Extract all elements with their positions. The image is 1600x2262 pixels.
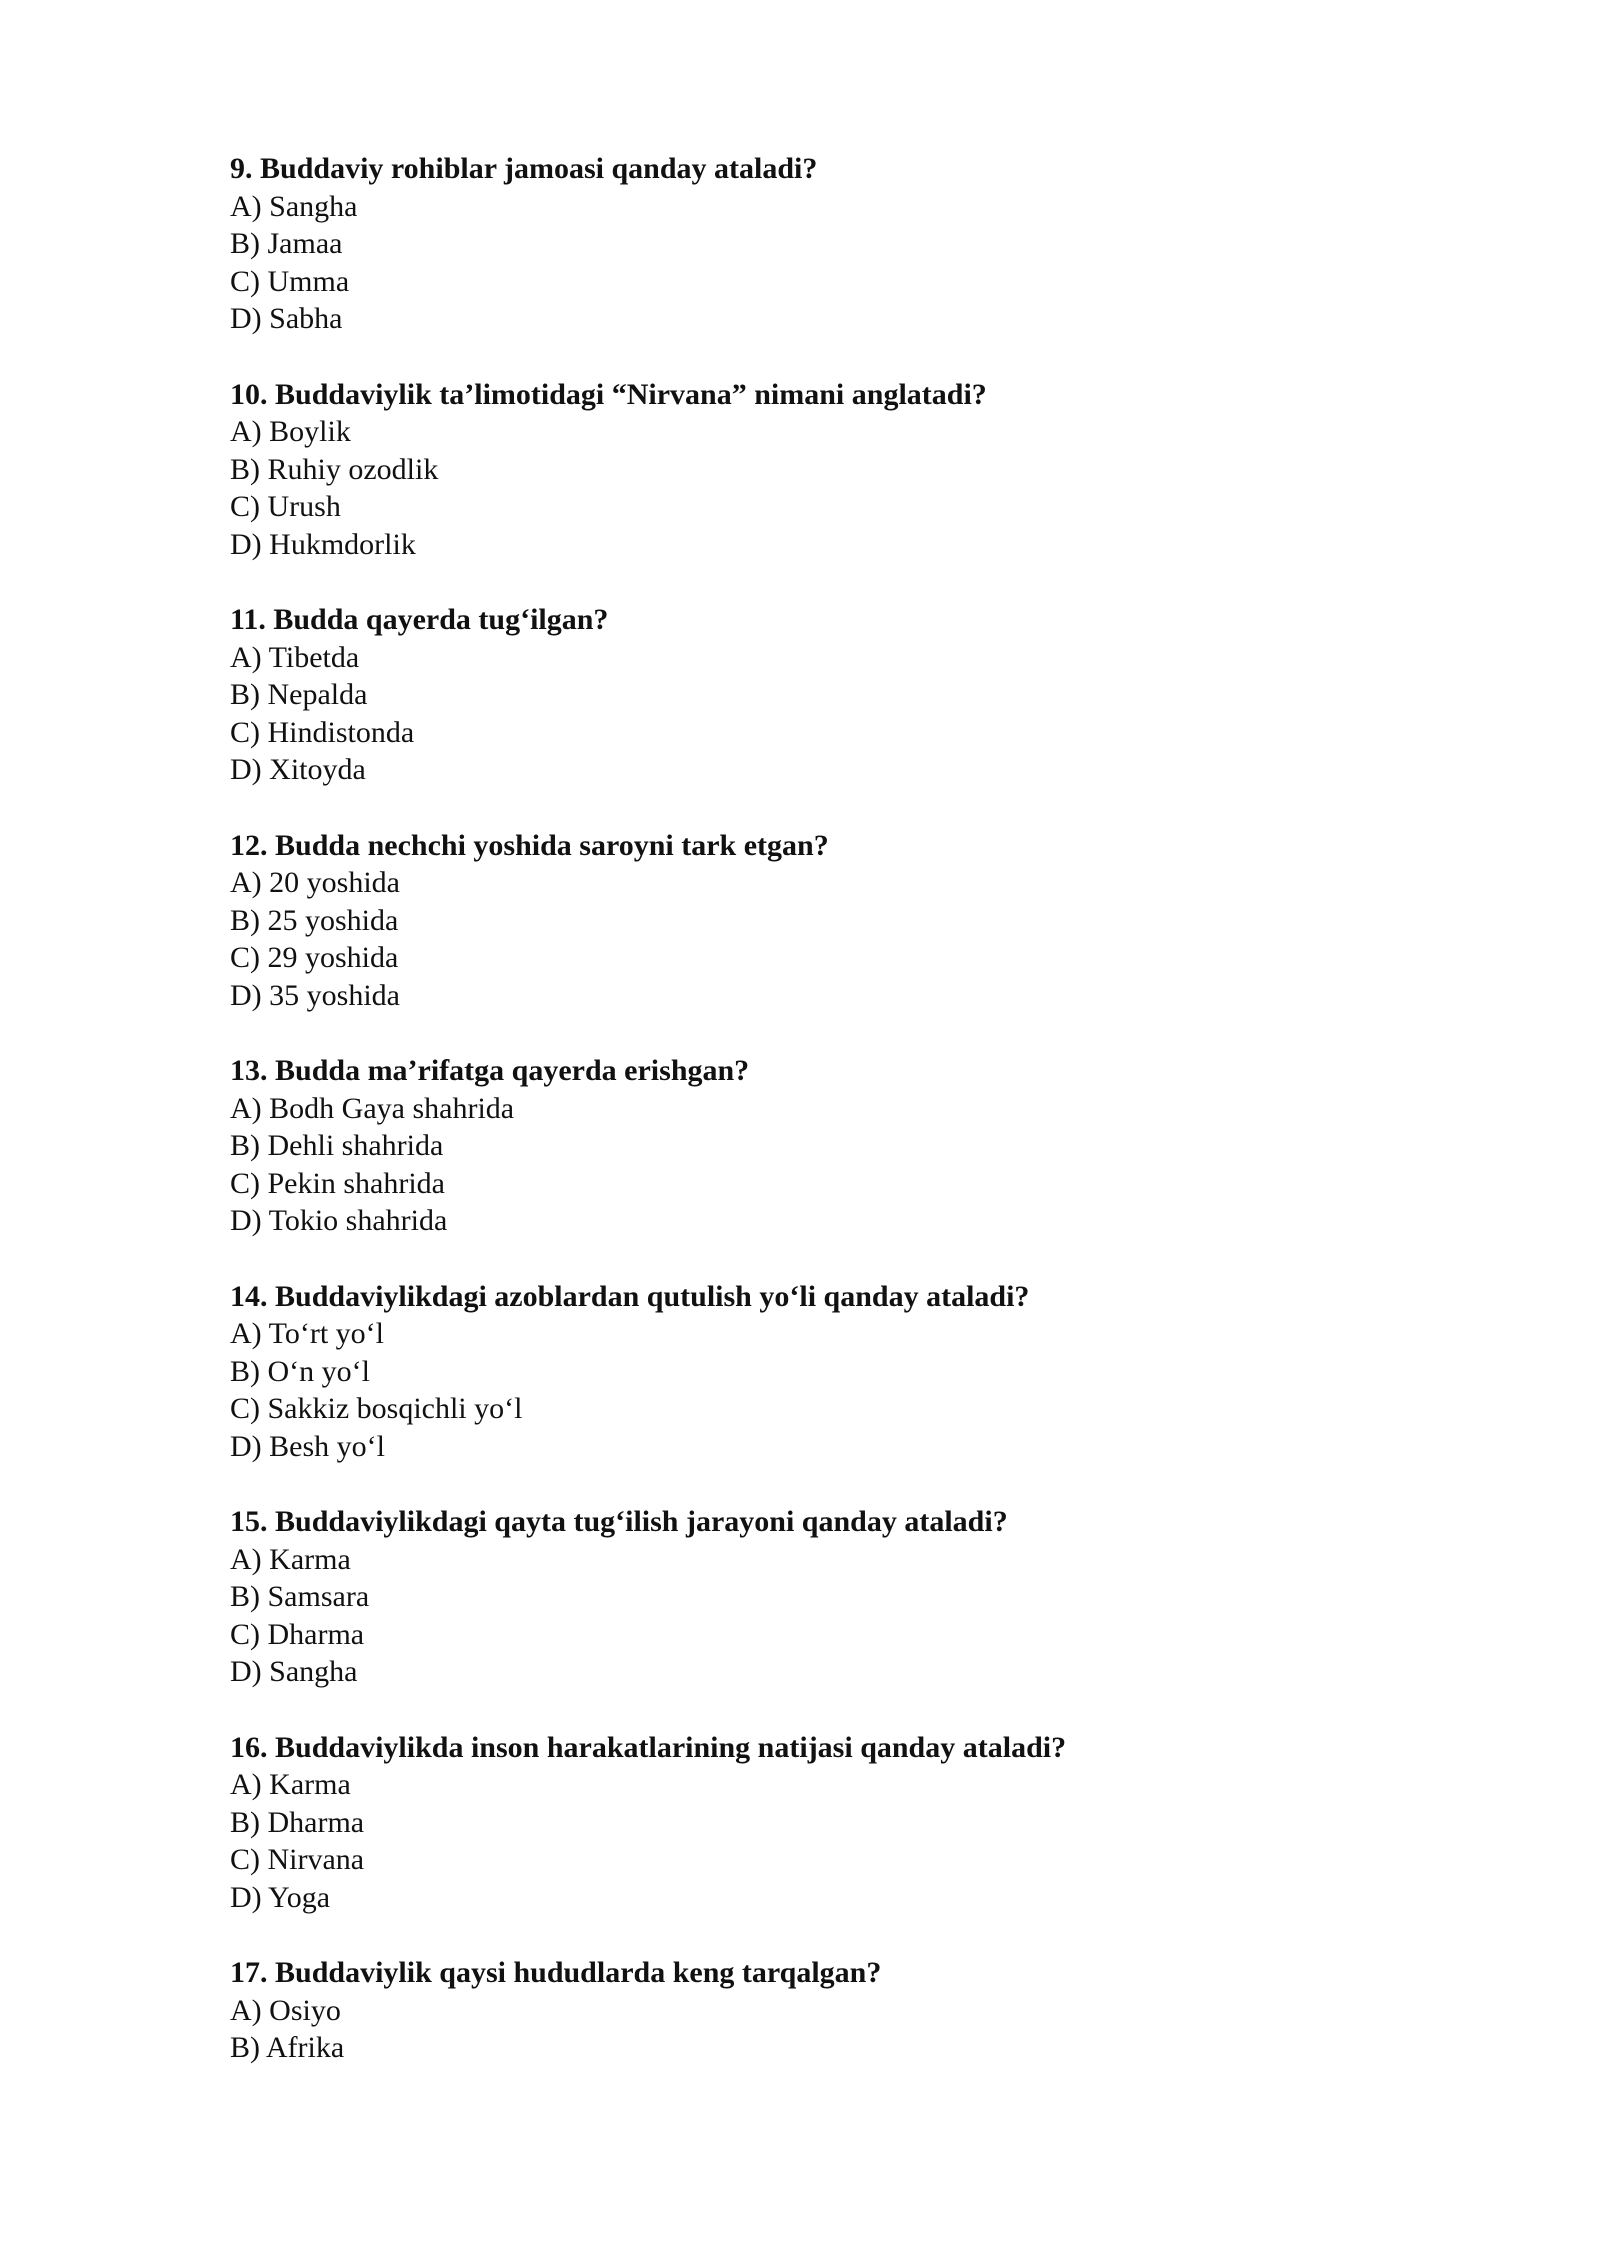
question-title: 13. Budda ma’rifatga qayerda erishgan? bbox=[230, 1054, 750, 1087]
option-c: C) 29 yoshida bbox=[230, 941, 399, 974]
option-a: A) Boylik bbox=[230, 415, 351, 448]
option-a: A) Osiyo bbox=[230, 1993, 341, 2027]
question-12 bbox=[230, 827, 1430, 1015]
option-b: B) O‘n yo‘l bbox=[230, 1354, 370, 1388]
option-b: B) Nepalda bbox=[230, 678, 368, 711]
question-title: 10. Buddaviylik ta’limotidagi “Nirvana” nimani anglatadi? bbox=[230, 377, 987, 411]
option-a: A) Karma bbox=[230, 1768, 351, 1801]
question-title: 14. Buddaviylikdagi azoblardan qutulish yo‘li qanday ataladi? bbox=[230, 1279, 1030, 1313]
question-title: 11. Budda qayerda tug‘ilgan? bbox=[230, 603, 609, 636]
option-d: D) Sabha bbox=[230, 302, 343, 335]
option-a: A) 20 yoshida bbox=[230, 866, 400, 899]
option-c: C) Hindistonda bbox=[230, 715, 415, 749]
question-15 bbox=[230, 1503, 1430, 1691]
question-title: 15. Buddaviylikdagi qayta tug‘ilish jarayoni qanday ataladi? bbox=[230, 1505, 1008, 1538]
question-title: 12. Budda nechchi yoshida saroyni tark etgan? bbox=[230, 828, 829, 862]
option-c: C) Umma bbox=[230, 264, 350, 298]
option-a: A) Bodh Gaya shahrida bbox=[230, 1091, 515, 1125]
question-13 bbox=[230, 1052, 1430, 1240]
question-title: 9. Buddaviy rohiblar jamoasi qanday ataladi? bbox=[230, 152, 818, 185]
question-title: 16. Buddaviylikda inson harakatlarining natijasi qanday ataladi? bbox=[230, 1730, 1067, 1764]
option-c: C) Nirvana bbox=[230, 1843, 365, 1876]
question-10 bbox=[230, 376, 1430, 564]
option-d: D) Hukmdorlik bbox=[230, 527, 416, 561]
option-d: D) Besh yo‘l bbox=[230, 1429, 385, 1463]
option-a: A) Karma bbox=[230, 1542, 351, 1576]
option-c: C) Dharma bbox=[230, 1617, 365, 1651]
option-c: C) Pekin shahrida bbox=[230, 1166, 445, 1200]
option-a: A) To‘rt yo‘l bbox=[230, 1317, 384, 1350]
option-b: B) Afrika bbox=[230, 2031, 345, 2064]
question-14 bbox=[230, 1278, 1430, 1466]
option-d: D) Tokio shahrida bbox=[230, 1204, 448, 1237]
option-b: B) Samsara bbox=[230, 1580, 370, 1613]
option-b: B) 25 yoshida bbox=[230, 903, 399, 937]
option-b: B) Dharma bbox=[230, 1805, 365, 1839]
option-b: B) Dehli shahrida bbox=[230, 1129, 444, 1162]
option-c: C) Urush bbox=[230, 490, 341, 523]
option-d: D) Sangha bbox=[230, 1655, 358, 1688]
option-b: B) Ruhiy ozodlik bbox=[230, 452, 439, 486]
option-c: C) Sakkiz bosqichli yo‘l bbox=[230, 1392, 523, 1425]
option-b: B) Jamaa bbox=[230, 227, 343, 260]
question-17 bbox=[230, 1954, 1430, 2067]
option-d: D) Yoga bbox=[230, 1880, 331, 1914]
question-11 bbox=[230, 601, 1430, 789]
question-title: 17. Buddaviylik qaysi hududlarda keng tarqalgan? bbox=[230, 1956, 882, 1989]
option-a: A) Sangha bbox=[230, 189, 358, 223]
option-a: A) Tibetda bbox=[230, 640, 360, 674]
question-16 bbox=[230, 1729, 1430, 1917]
document-page bbox=[230, 150, 1430, 2105]
option-d: D) Xitoyda bbox=[230, 753, 366, 786]
option-d: D) 35 yoshida bbox=[230, 978, 400, 1012]
question-9 bbox=[230, 150, 1430, 338]
